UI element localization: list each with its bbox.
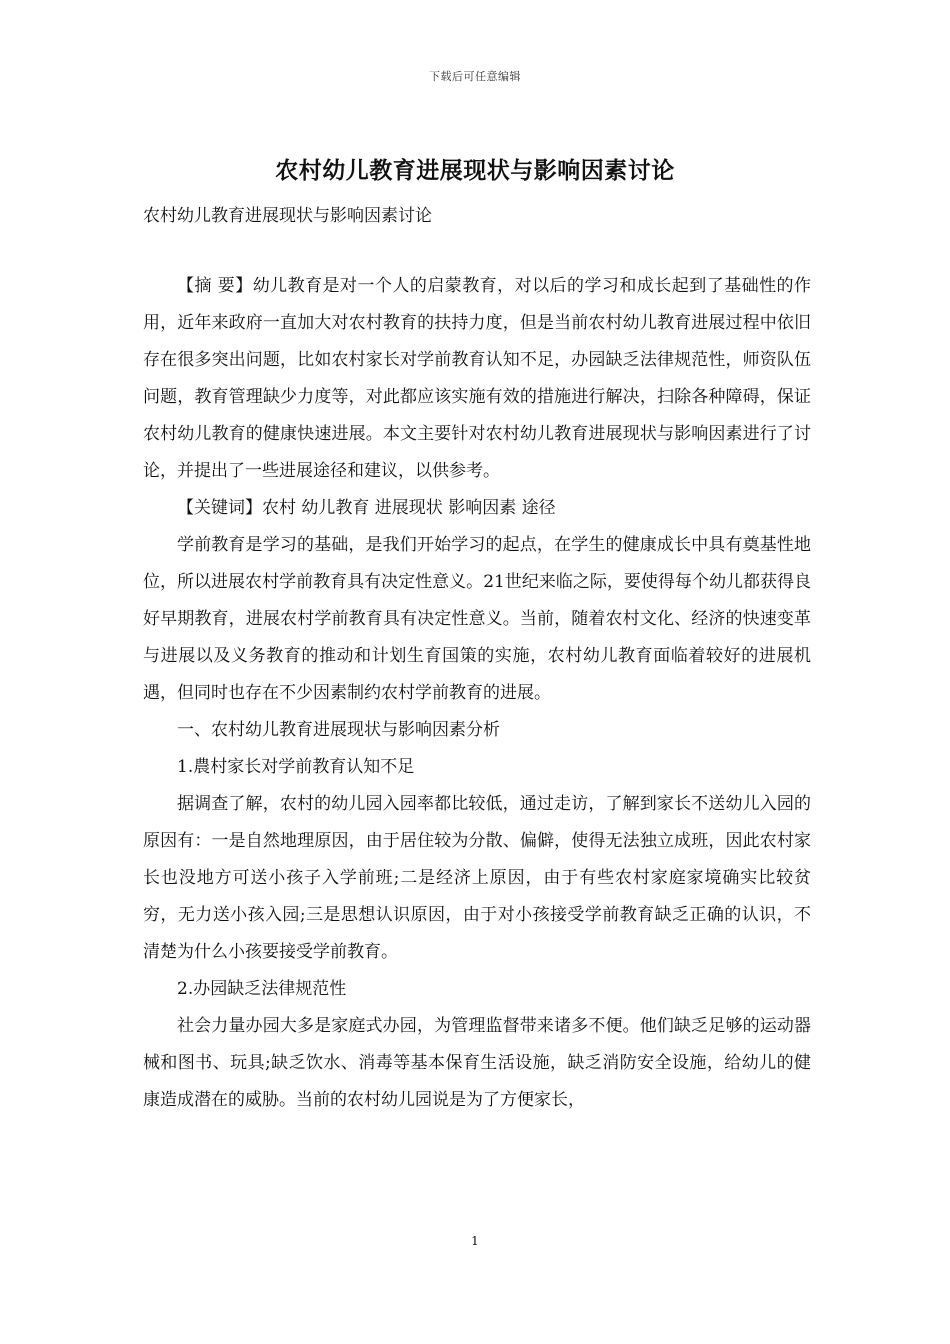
keywords-paragraph: 【关键词】农村 幼儿教育 进展现状 影响因素 途径 (177, 498, 556, 518)
document-body (143, 268, 811, 1119)
body-paragraph: 据调查了解，农村的幼儿园入园率都比较低，通过走访，了解到家长不送幼儿入园的原因有：一是自然地理原因，由于居住较为分散、偏僻，使得无法独立成班，因此农村家长也没地方可送小孩子入学前班;二是经济上原因，由于有些农村家庭家境确实比较贫穷，无力送小孩入园;三是思想认识原因，由于对小孩接受学前教育缺乏正确的认识，不清楚为什么小孩要接受学前教育。 (143, 794, 811, 962)
body-paragraph: 社会力量办园大多是家庭式办园，为管理监督带来诸多不便。他们缺乏足够的运动器械和图书、玩具;缺乏饮水、消毒等基本保育生活设施，缺乏消防安全设施，给幼儿的健康造成潜在的威胁。当前的农村幼儿园说是为了方便家长， (143, 1016, 811, 1110)
subsection-heading: 2.办园缺乏法律规范性 (177, 979, 347, 999)
intro-paragraph: 学前教育是学习的基础，是我们开始学习的起点，在学生的健康成长中具有奠基性地位，所以进展农村学前教育具有决定性意义。21世纪来临之际，要使得每个幼儿都获得良好早期教育，进展农村学前教育具有决定性意义。当前，随着农村文化、经济的快速变革与进展以及义务教育的推动和计划生育国策的实施，农村幼儿教育面临着较好的进展机遇，但同时也存在不少因素制约农村学前教育的进展。 (143, 535, 811, 703)
subsection-heading: 1.農村家长对学前教育认知不足 (177, 757, 415, 777)
abstract-paragraph: 【摘 要】幼儿教育是对一个人的启蒙教育，对以后的学习和成长起到了基础性的作用，近年来政府一直加大对农村教育的扶持力度，但是当前农村幼儿教育进展过程中依旧存在很多突出问题，比如农村家长对学前教育认知不足，办园缺乏法律规范性，师资队伍问题，教育管理缺少力度等，对此都应该实施有效的措施进行解决，扫除各种障碍，保证农村幼儿教育的健康快速进展。本文主要针对农村幼儿教育进展现状与影响因素进行了讨论，并提出了一些进展途径和建议，以供参考。 (143, 276, 811, 481)
document-title: 农村幼儿教育进展现状与影响因素讨论 (275, 157, 675, 184)
document-subtitle: 农村幼儿教育进展现状与影响因素讨论 (143, 206, 432, 226)
page-number: 1 (471, 1234, 479, 1248)
section-heading: 一、农村幼儿教育进展现状与影响因素分析 (177, 720, 500, 740)
header-note: 下载后可任意编辑 (429, 70, 521, 83)
